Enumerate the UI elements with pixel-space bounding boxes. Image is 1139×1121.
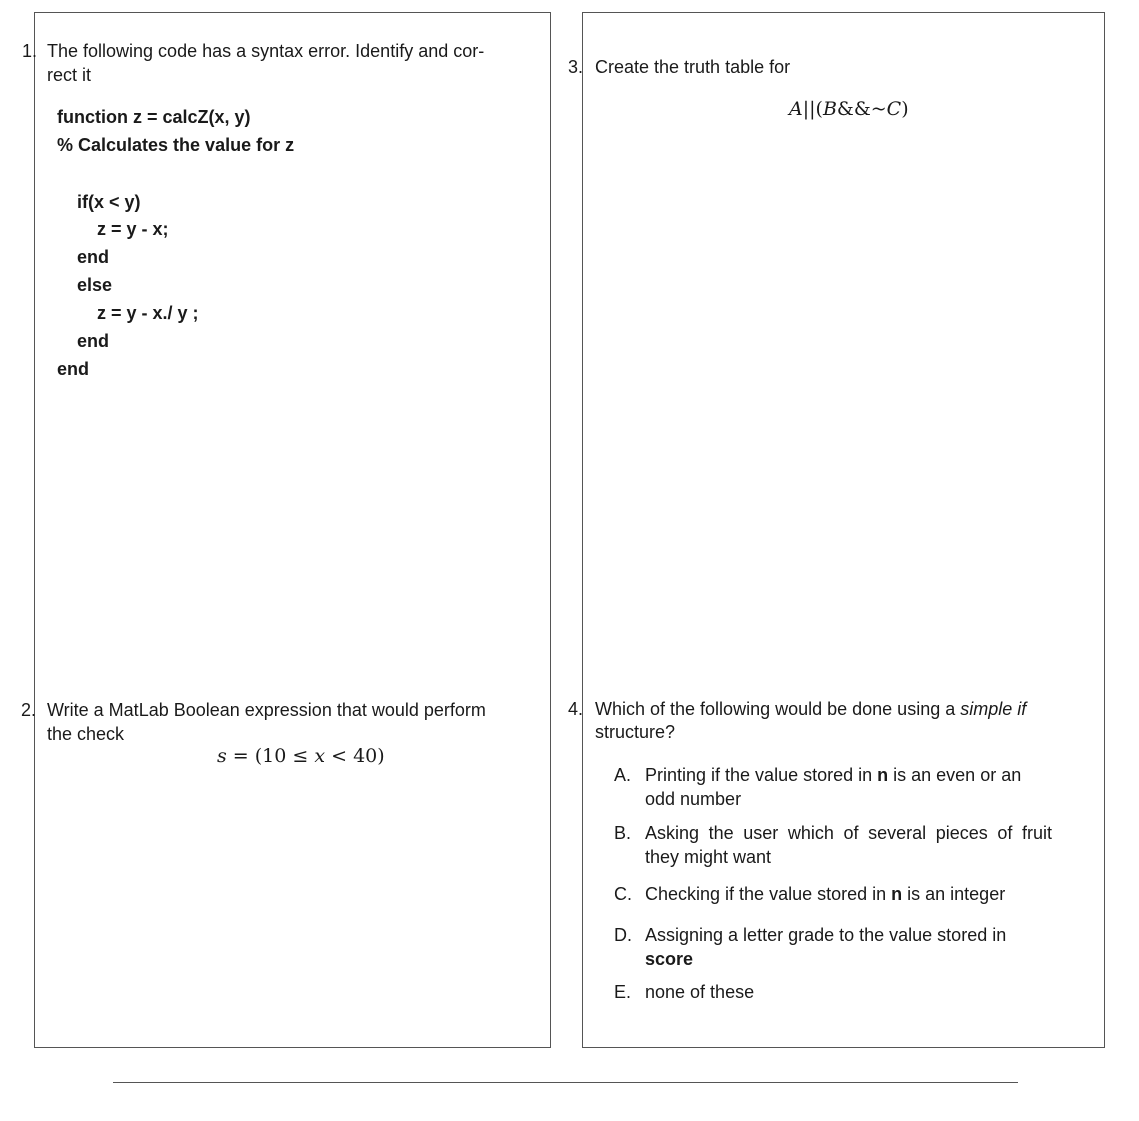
code-line: if(x < y) [77, 192, 141, 212]
choice-text: Assigning a letter grade to the value stored in score [645, 925, 1007, 969]
choice-letter: E. [614, 982, 632, 1002]
choice-text: none of these [645, 982, 755, 1002]
code-line: % Calculates the value for z [57, 135, 295, 155]
choice-letter: B. [614, 823, 632, 843]
code-line: end [77, 247, 110, 267]
answer-choice-d[interactable] [612, 923, 1052, 971]
question-1-prompt-line2: rect it [47, 65, 92, 85]
code-line: end [77, 331, 110, 351]
choice-letter: A. [614, 765, 632, 785]
answer-choice-c[interactable] [612, 882, 1052, 906]
code-line: else [77, 275, 113, 295]
question-2-number: 2. [21, 700, 37, 720]
code-line: z = y - x; [97, 219, 169, 239]
boolean-check-expression: s = (10 ≤ x < 40) [217, 745, 385, 767]
answer-choice-e[interactable] [612, 980, 1052, 1004]
question-1-number: 1. [22, 41, 38, 61]
truth-table-expression: A||(B&&~C) [789, 98, 909, 120]
question-3-number: 3. [568, 57, 584, 77]
question-4-prompt-line1: Which of the following would be done using a simple if [595, 699, 1027, 719]
code-line: z = y - x./ y ; [97, 303, 199, 323]
answer-choice-b[interactable] [612, 821, 1052, 869]
choice-letter: C. [614, 884, 632, 904]
question-2-prompt-line2: the check [47, 724, 125, 744]
question-1-prompt-line1: The following code has a syntax error. Identify and cor- [47, 41, 485, 61]
choice-text: Asking the user which of several pieces of fruit they might want [645, 823, 1052, 867]
question-4-prompt-line2: structure? [595, 722, 676, 742]
question-2-prompt-line1: Write a MatLab Boolean expression that would perform [47, 700, 486, 720]
answer-choices [612, 763, 1052, 1004]
code-line: function z = calcZ(x, y) [57, 107, 251, 127]
question-3-prompt: Create the truth table for [595, 57, 791, 77]
choice-letter: D. [614, 925, 632, 945]
code-line: end [57, 359, 90, 379]
question-4-number: 4. [568, 699, 584, 719]
choice-text: Printing if the value stored in n is an even or an odd number [645, 765, 1022, 809]
page-footer-rule [113, 1082, 1018, 1083]
answer-choice-a[interactable] [612, 763, 1052, 811]
question-panel-left [34, 12, 551, 1048]
choice-text: Checking if the value stored in n is an integer [645, 884, 1006, 904]
